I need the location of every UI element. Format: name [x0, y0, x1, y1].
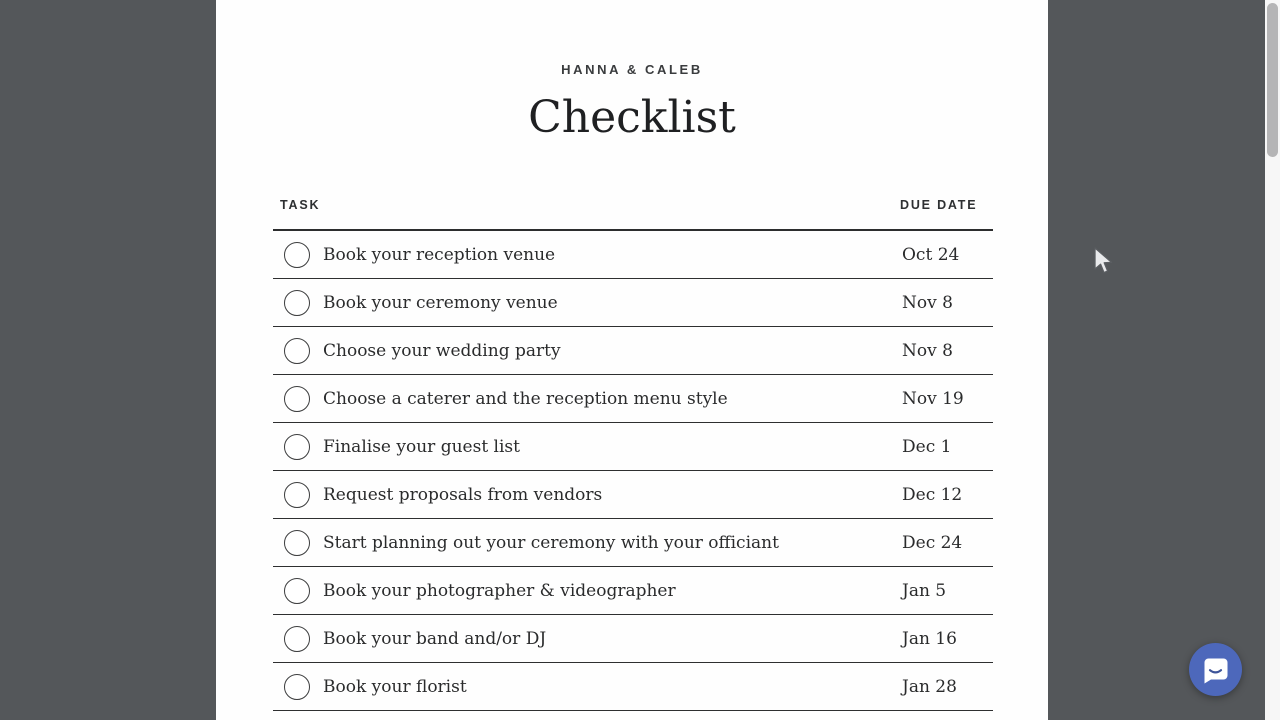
task-checkbox[interactable]: [284, 242, 310, 268]
task-due-date: Dec 1: [902, 436, 952, 457]
task-checkbox[interactable]: [284, 482, 310, 508]
mouse-cursor: [1093, 247, 1115, 282]
task-checkbox[interactable]: [284, 674, 310, 700]
task-label: Book your photographer & videographer: [323, 580, 676, 601]
task-row: [273, 615, 993, 663]
task-column-header: TASK: [280, 198, 321, 212]
table-header-row: [273, 190, 993, 231]
task-label: Request proposals from vendors: [323, 484, 603, 505]
task-checkbox[interactable]: [284, 290, 310, 316]
task-label: Book your band and/or DJ: [323, 628, 547, 649]
chat-bubble-smile-icon: [1201, 655, 1230, 684]
task-row: [273, 519, 993, 567]
task-row: [273, 663, 993, 711]
task-due-date: Nov 8: [902, 340, 953, 361]
task-row: [273, 279, 993, 327]
task-row: [273, 471, 993, 519]
task-label: Book your ceremony venue: [323, 292, 558, 313]
task-checkbox[interactable]: [284, 626, 310, 652]
checklist-page: [216, 0, 1048, 720]
task-label: Book your florist: [323, 676, 467, 697]
task-label: Book your reception venue: [323, 244, 556, 265]
task-due-date: Jan 5: [902, 580, 947, 601]
vertical-scrollbar-thumb[interactable]: [1267, 3, 1278, 157]
task-rows: [273, 231, 993, 711]
task-row: [273, 327, 993, 375]
checklist-table: [273, 190, 993, 711]
task-due-date: Oct 24: [902, 244, 960, 265]
task-due-date: Nov 8: [902, 292, 953, 313]
task-due-date: Dec 24: [902, 532, 963, 553]
task-row: [273, 423, 993, 471]
vertical-scrollbar-track[interactable]: [1265, 0, 1280, 720]
task-row: [273, 567, 993, 615]
task-checkbox[interactable]: [284, 530, 310, 556]
task-label: Choose your wedding party: [323, 340, 561, 361]
task-checkbox[interactable]: [284, 386, 310, 412]
task-due-date: Dec 12: [902, 484, 963, 505]
task-label: Start planning out your ceremony with your officiant: [323, 532, 779, 553]
task-checkbox[interactable]: [284, 434, 310, 460]
task-row: [273, 375, 993, 423]
task-checkbox[interactable]: [284, 578, 310, 604]
task-due-date: Jan 28: [902, 676, 957, 697]
couple-names: HANNA & CALEB: [561, 62, 703, 77]
task-due-date: Nov 19: [902, 388, 964, 409]
due-date-column-header: DUE DATE: [900, 198, 978, 212]
task-due-date: Jan 16: [902, 628, 957, 649]
chat-launcher-button[interactable]: [1189, 643, 1242, 696]
page-title: Checklist: [528, 92, 736, 143]
task-row: [273, 231, 993, 279]
task-checkbox[interactable]: [284, 338, 310, 364]
task-label: Finalise your guest list: [323, 436, 520, 457]
task-label: Choose a caterer and the reception menu style: [323, 388, 728, 409]
